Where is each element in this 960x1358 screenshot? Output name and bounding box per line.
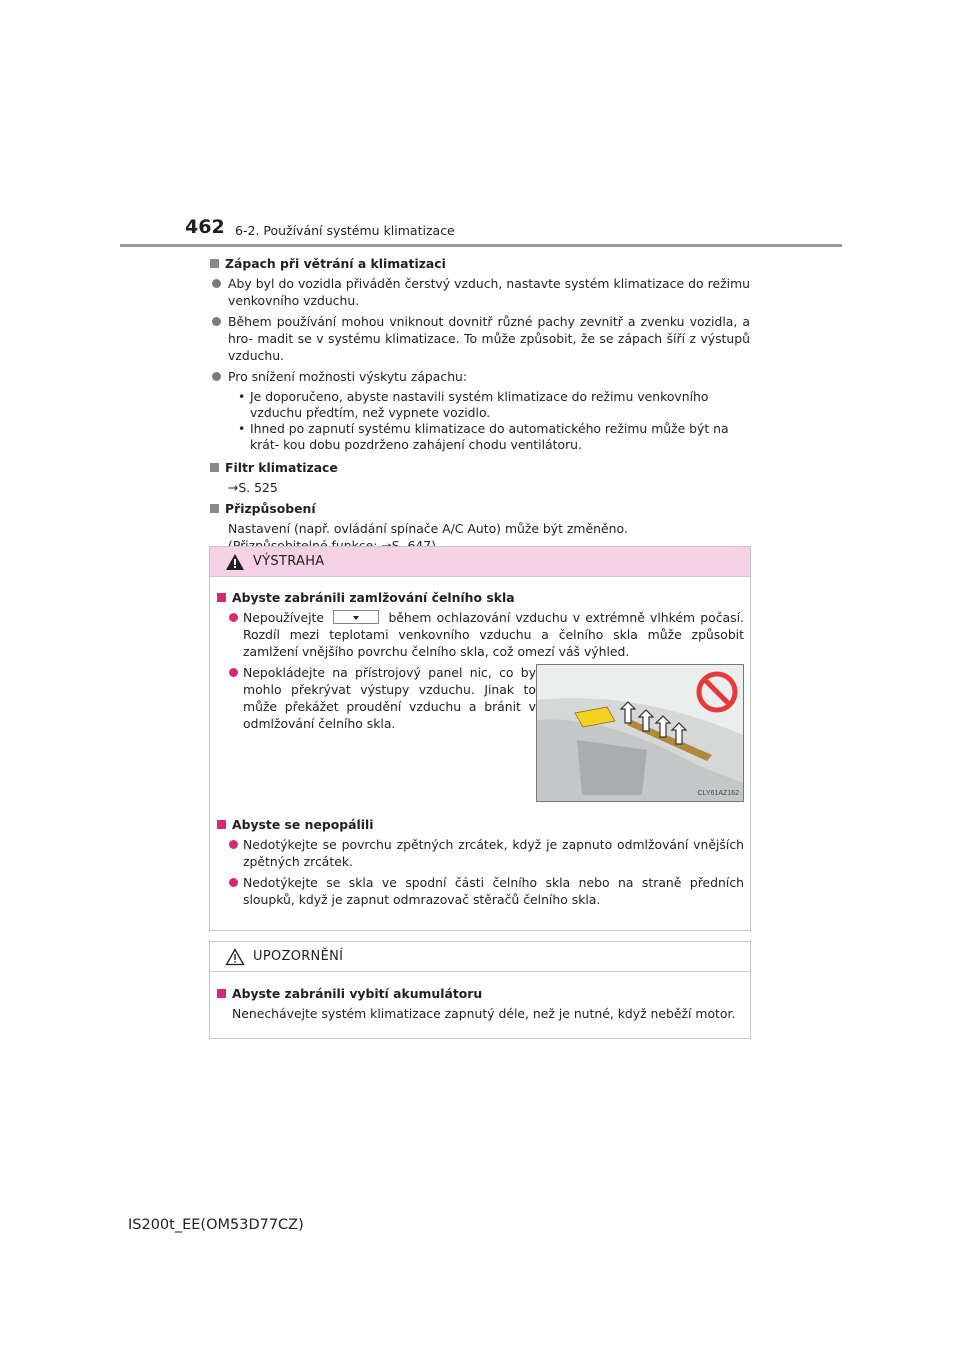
list-item: Nepoužívejte během ochlazování vzduchu v extrémně vlhkém počasí. Rozdíl mezi teplotami venkovního vzduchu a čelního skla může způsobit zamlžení vnějšího povrchu čelního skla, což omezí váš výhled.	[217, 609, 744, 660]
bullet-dot-icon	[229, 668, 238, 677]
warning-header	[210, 547, 750, 577]
section-title: 6-2. Používání systému klimatizace	[235, 223, 455, 238]
square-bullet-icon	[210, 504, 219, 513]
list-item: Aby byl do vozidla přiváděn čerstvý vzduch, nastavte systém klimatizace do režimu venkovního vzduchu.	[210, 275, 750, 309]
bullet-dot-icon	[212, 317, 221, 326]
notice-text: Nenechávejte systém klimatizace zapnutý déle, než je nutné, když neběží motor.	[232, 1006, 736, 1021]
header-divider	[120, 244, 842, 247]
square-bullet-icon	[210, 463, 219, 472]
notice-header	[210, 942, 750, 972]
list-item: Pro snížení možnosti výskytu zápachu:	[210, 368, 750, 385]
sub-list-item: • Je doporučeno, abyste nastavili systém klimatizace do režimu venkovního vzduchu předtím, než vypnete vozidlo.	[238, 389, 709, 420]
defogger-button-icon	[333, 610, 379, 624]
dashboard-illustration	[536, 664, 744, 802]
warning-triangle-icon	[225, 553, 245, 571]
subheading-battery: Abyste zabránili vybití akumulátoru	[217, 985, 744, 1002]
square-bullet-icon	[217, 989, 226, 998]
customization-text: Nastavení (např. ovládání spínače A/C Auto) může být změněno.	[228, 521, 628, 536]
bullet-dot-icon	[229, 840, 238, 849]
caution-triangle-icon	[225, 948, 245, 966]
main-content	[210, 255, 750, 554]
list-item: Nedotýkejte se povrchu zpětných zrcátek, když je zapnuto odmlžování vnějších zpětných zrcátek.	[217, 836, 744, 870]
subheading-customization: Přizpůsobení	[210, 500, 750, 517]
list-item: Nedotýkejte se skla ve spodní části čelního skla nebo na straně předních sloupků, když je zapnut odmrazovač stěračů čelního skla.	[217, 874, 744, 908]
bullet-dot-icon	[212, 372, 221, 381]
subheading-odor: Zápach při větrání a klimatizaci	[210, 255, 750, 272]
notice-box	[209, 941, 751, 1039]
square-bullet-icon	[217, 820, 226, 829]
page-reference-link[interactable]: →S. 525	[228, 480, 278, 495]
bullet-dot-icon	[212, 279, 221, 288]
page-number: 462	[185, 216, 225, 238]
square-bullet-icon	[217, 593, 226, 602]
image-code: CLY61AZ162	[697, 790, 739, 797]
subheading-burn: Abyste se nepopálili	[217, 816, 744, 833]
warning-label: VÝSTRAHA	[253, 554, 325, 569]
notice-label: UPOZORNĚNÍ	[253, 949, 344, 964]
sub-list-item: • Ihned po zapnutí systému klimatizace do automatického režimu může být na krát- kou dobu pozdrženo zahájení chodu ventilátoru.	[238, 421, 729, 452]
subheading-fog: Abyste zabránili zamlžování čelního skla	[217, 589, 744, 606]
bullet-dot-icon	[229, 613, 238, 622]
warning-box	[209, 546, 751, 931]
list-item: Nepokládejte na přístrojový panel nic, co by mohlo překrývat výstupy vzduchu. Jinak to může překážet proudění vzduchu a bránit v odmlžování čelního skla.	[217, 664, 536, 798]
list-item: Během používání mohou vniknout dovnitř různé pachy zevnitř a zvenku vozidla, a hro- madit se v systému klimatizace. To může způsobit, že se zápach šíří z výstupů vzduchu.	[210, 313, 750, 364]
bullet-dot-icon	[229, 878, 238, 887]
square-bullet-icon	[210, 259, 219, 268]
footer-code: IS200t_EE(OM53D77CZ)	[128, 1217, 304, 1233]
subheading-filter: Filtr klimatizace	[210, 459, 750, 476]
page-header	[120, 214, 842, 248]
sub-list	[238, 389, 750, 453]
